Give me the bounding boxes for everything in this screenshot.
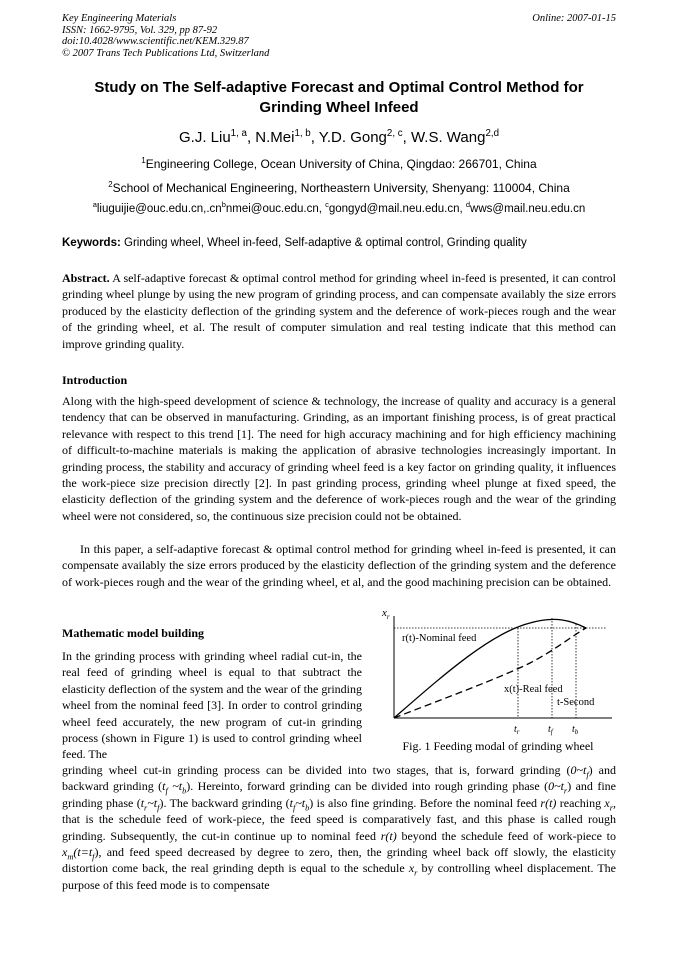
author-list: G.J. Liu$^{1, a}$, N.Mei$^{1, b}$, Y.D. Gong$^{2, c}$, W.S. Wang$^{2,d}$ [178,128,499,146]
figure-1-feeding-modal [380,608,616,758]
intro-paragraph-1: Along with the high-speed development of science & technology, the increase of quality and accuracy is a general tendency that can be observed in manufacturing. Grinding, as an important finishing process, is of great practical relevance with respect to this trend [1]. The need for high accuracy machining and for high efficiency machining of difficult-to-machine materials is making the application of abrasive technologies increasingly important. In grinding process, the stability and accuracy of grinding wheel feed is a key factor on grinding quality, it influences the work-piece size precision directly [2]. In past grinding process, grinding wheel plunge at fixed speed, the elasticity deflection of the grinding system and the deference of work-pieces rough and the wear of the grinding wheel were not considered, so, the continuous size precision could not be obtained. [62,394,616,523]
affiliation-1 [62,157,616,172]
email-list: $^aliuguijie@ouc.edu.cn,.cn^bnmei@ouc.edu.cn$, $^c$gongyd@mail.neu.edu.cn, $^d$wws@mail.neu.edu.cn [92,200,586,215]
model-paragraph-narrow: In the grinding process with grinding wheel radial cut-in, the real feed of grinding wheel is equal to that subtract the elasticity deflection of the system and the wear of the grinding wheel from the nominal feed [3]. In order to control grinding wheel feed accurately, the new program of cut-in grinding process (shown in Figure 1) is used to control grinding wheel feed. The [62,649,362,762]
abstract [62,270,616,352]
keywords [62,236,616,251]
journal-header [62,13,269,59]
keywords-text: Grinding wheel, Wheel in-feed, Self-adaptive & optimal control, Grinding quality [124,237,527,249]
affiliation-text: Engineering College, Ocean University of China, Qingdao: 266701, China [145,157,537,171]
title-line-1: Study on The Self-adaptive Forecast and Optimal Control Method for [94,79,584,96]
author-name: W.S. Wang [410,129,486,146]
section-heading-model: Mathematic model building [62,626,205,640]
time-axis-label: t-Second [557,697,595,708]
affiliation-number: 1 [141,156,146,165]
author-name: Y.D. Gong [318,129,387,146]
issn-line: ISSN: 1662-9795, Vol. 329, pp 87-92 [62,24,218,36]
journal-name: Key Engineering Materials [62,13,177,24]
author-affiliation-mark: 2,d [485,128,499,139]
tick-label-tf: $t_f$ [548,724,553,736]
abstract-text: A self-adaptive forecast & optimal control method for grinding wheel in-feed is presented, it can control grinding wheel plunge by using the new program of grinding process, and can compensate availably the size errors produced by the elasticity deflection of the grinding system and the deference of work-pieces rough and the wear of the grinding wheel, et al. The result of computer simulation and real testing indicate that this method can improve grinding quality. [62,271,616,351]
email-b[interactable]: nmei@ouc.edu.cn, [225,203,322,215]
y-axis-label: $x_r$ [382,608,390,621]
author-affiliation-mark: 1, b [294,128,311,139]
author-affiliation-mark: 1, a [230,128,247,139]
title-line-2: Grinding Wheel Infeed [259,99,419,116]
affiliation-2 [62,181,616,196]
author-name: G.J. Liu [178,129,231,146]
section-heading-introduction: Introduction [62,373,128,387]
online-date: Online: 2007-01-15 [532,13,616,24]
intro-paragraph-2: In this paper, a self-adaptive forecast & optimal control method for grinding wheel in-feed is presented, it can compensate availably the size errors produced by the elasticity deflection of the grinding system and the deference of work-pieces rough and the wear of the grinding wheel, et al, and the good machining precision can be obtained. [62,542,616,589]
author-affiliation-mark: 2, c [386,128,403,139]
email-d[interactable]: wws@mail.neu.edu.cn [470,203,586,215]
paper-title [62,78,616,118]
model-paragraph-full: grinding wheel cut-in grinding process can be divided into two stages, that is, forward grinding $(0\sim t_f)$ and backward grinding ($t_f$ $\sim t_b$). Hereinto, forward grinding can be divided into rough grinding phase $(0\sim t_r)$ and fine grinding phase $(t_r\sim t_f)$. The backward grinding $(t_f\sim t_b)$ is also fine grinding. Before the nominal feed r(t) reaching $x_r$, that is the schedule feed of work-piece, the feed speed is comparatively fast, and this phase is called rough grinding. Subsequently, the cut-in continue up to nominal feed r(t) beyond the schedule feed of work-piece to $x_m(t=t_f)$, and feed speed decreased by degree to zero, then, the grinding wheel back off slowly, the elasticity distortion come back, the real grinding depth is equal to the schedule $x_r$ by controlling wheel displacement. The purpose of this feed mode is to compensate [62,763,617,892]
affiliation-text: School of Mechanical Engineering, Northeastern University, Shenyang: 110004, China [112,181,570,195]
copyright-line: © 2007 Trans Tech Publications Ltd, Switzerland [62,47,270,59]
doi-line: doi:10.4028/www.scientific.net/KEM.329.87 [62,36,249,47]
author-name: N.Mei [255,129,295,146]
affiliation-number: 2 [108,180,113,189]
nominal-feed-label: r(t)-Nominal feed [402,633,477,644]
keywords-label: Keywords: [62,237,121,249]
real-feed-label: x(t)-Real feed [504,684,563,695]
email-a[interactable]: liuguijie@ouc.edu.cn,.cn [96,203,222,215]
figure-1-caption: Fig. 1 Feeding modal of grinding wheel [402,739,594,753]
abstract-label: Abstract. [62,271,110,285]
tick-label-tr: $t_r$ [514,724,520,736]
email-c[interactable]: gongyd@mail.neu.edu.cn, [328,203,463,215]
tick-label-tb: $t_b$ [572,724,579,736]
